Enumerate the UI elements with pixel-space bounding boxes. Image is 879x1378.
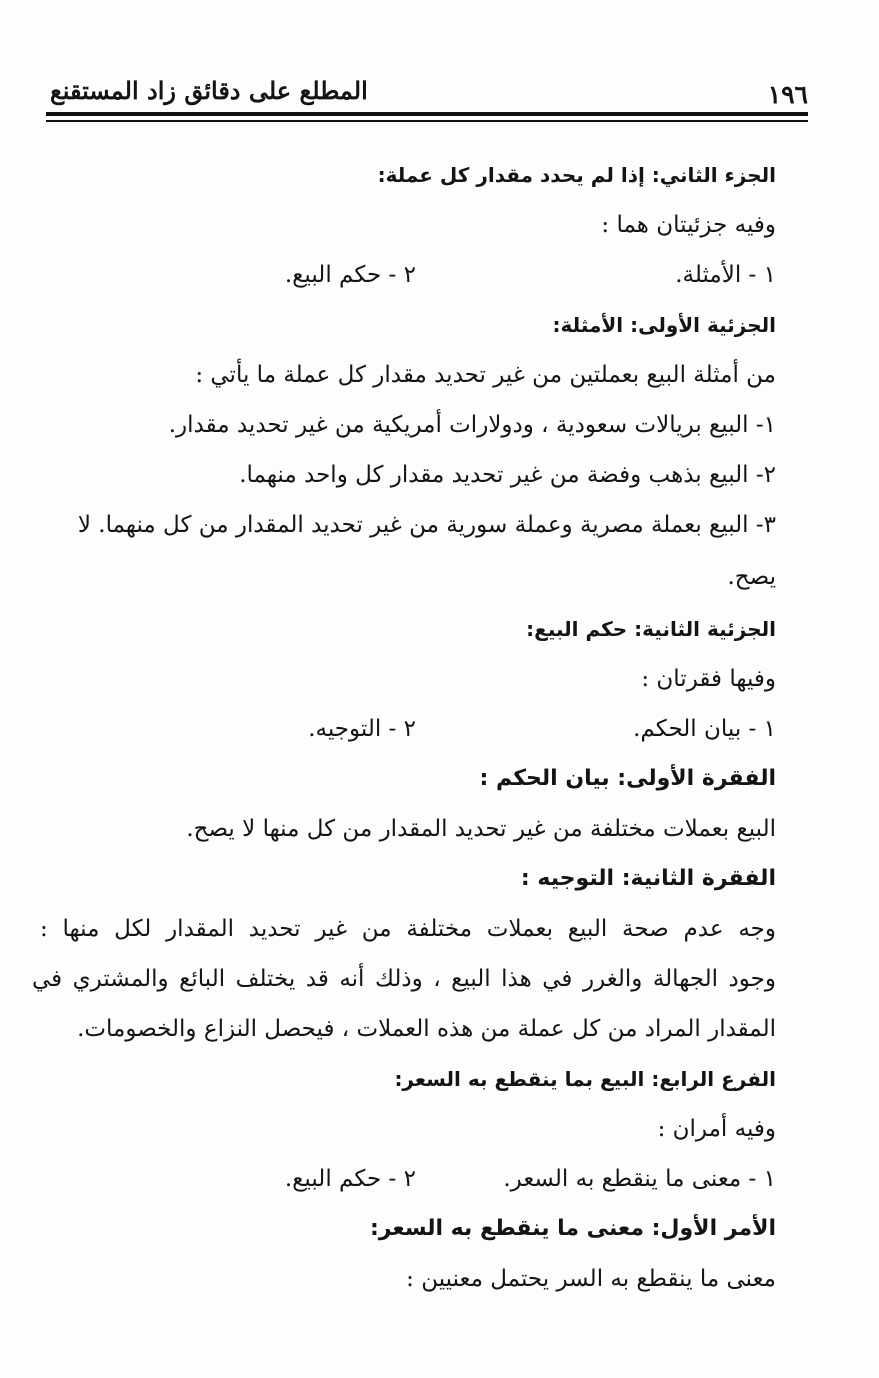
list-item: ٣- البيع بعملة مصرية وعملة سورية من غير تحديد المقدار من كل منهما. لا: [77, 512, 776, 538]
page-body: [32, 150, 776, 1304]
text-line: يصح.: [727, 564, 776, 590]
header-rule-thin: [46, 120, 808, 122]
heading-matter-one: الأمر الأول: معنى ما ينقطع به السعر:: [369, 1216, 776, 1241]
text-line: المقدار المراد من كل عملة من هذه العملات ، فيحصل النزاع والخصومات.: [77, 1016, 776, 1042]
heading-branch-four: الفرع الرابع: البيع بما ينقطع به السعر:: [394, 1067, 776, 1091]
text-line: معنى ما ينقطع به السر يحتمل معنيين :: [406, 1266, 776, 1292]
text-line: البيع بعملات مختلفة من غير تحديد المقدار من كل منها لا يصح.: [186, 816, 776, 842]
numbered-pair: [40, 250, 776, 300]
numbered-pair: [40, 1154, 776, 1204]
list-item: ٢- البيع بذهب وفضة من غير تحديد مقدار كل واحد منهما.: [239, 462, 776, 488]
pair-item-2: ٢ - حكم البيع.: [284, 262, 416, 288]
pair-item-2: ٢ - التوجيه.: [308, 716, 416, 742]
list-item: ١- البيع بريالات سعودية ، ودولارات أمريكية من غير تحديد مقدار.: [168, 412, 776, 438]
pair-item-2: ٢ - حكم البيع.: [284, 1166, 416, 1192]
text-line: وفيه جزئيتان هما :: [601, 212, 776, 238]
text-line: وجود الجهالة والغرر في هذا البيع ، وذلك أنه قد يختلف البائع والمشتري في: [32, 966, 776, 992]
page-header: [46, 74, 808, 109]
book-title: المطلع على دقائق زاد المستقنع: [50, 76, 368, 105]
heading-paragraph-one: الفقرة الأولى: بيان الحكم :: [479, 766, 776, 791]
pair-item-1: ١ - معنى ما ينقطع به السعر.: [503, 1166, 776, 1192]
numbered-pair: [40, 704, 776, 754]
heading-part-two: الجزء الثاني: إذا لم يحدد مقدار كل عملة:: [377, 163, 776, 187]
text-line: وفيها فقرتان :: [641, 666, 776, 692]
page-number: ١٩٦: [767, 80, 808, 109]
pair-item-1: ١ - بيان الحكم.: [633, 716, 776, 742]
pair-item-1: ١ - الأمثلة.: [675, 262, 776, 288]
text-line: من أمثلة البيع بعملتين من غير تحديد مقدار كل عملة ما يأتي :: [195, 362, 776, 388]
heading-paragraph-two: الفقرة الثانية: التوجيه :: [520, 866, 776, 891]
text-line: وجه عدم صحة البيع بعملات مختلفة من غير تحديد المقدار لكل منها :: [40, 916, 776, 942]
text-line: وفيه أمران :: [657, 1116, 776, 1142]
header-rule-thick: [46, 112, 808, 116]
heading-sub-two: الجزئية الثانية: حكم البيع:: [526, 617, 776, 641]
heading-sub-one: الجزئية الأولى: الأمثلة:: [552, 313, 776, 337]
